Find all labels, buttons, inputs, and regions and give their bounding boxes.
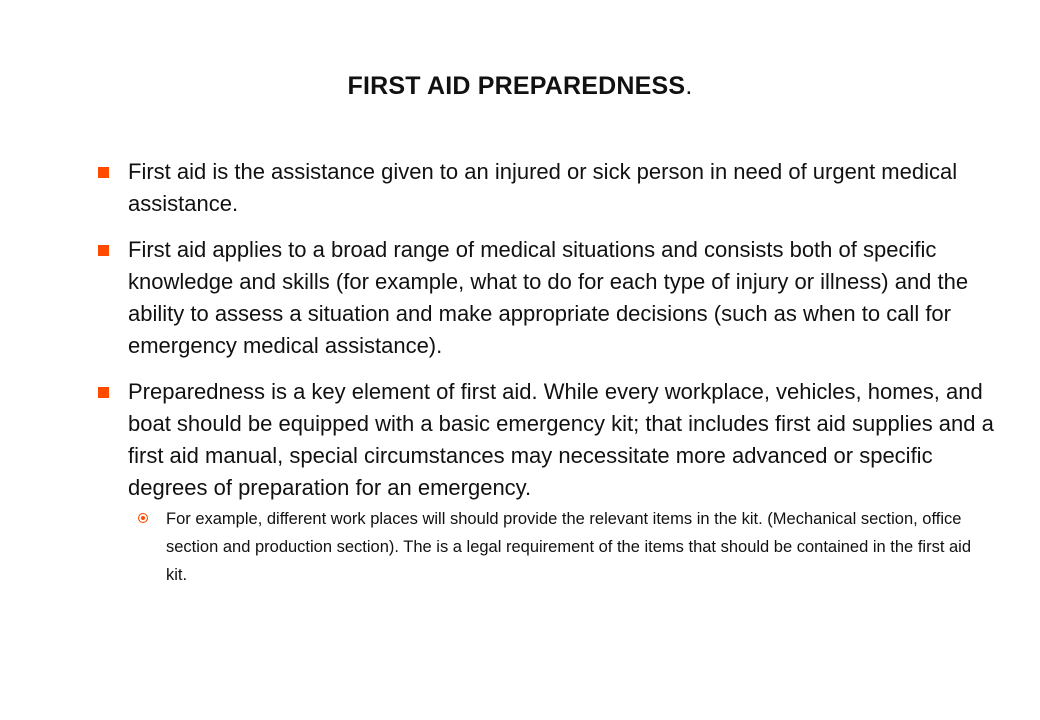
bullet-list bbox=[96, 156, 996, 603]
sub-bullet-list bbox=[128, 505, 996, 589]
sub-bullet-text: For example, different work places will should provide the relevant items in the kit. (Mechanical section, office section and production section). The is a legal requirement of the items that should be contained in the first aid kit. bbox=[166, 510, 972, 584]
slide-title-text: FIRST AID PREPAREDNESS bbox=[347, 72, 686, 100]
sub-bullet-item bbox=[128, 505, 996, 589]
circle-bullet-icon bbox=[138, 513, 148, 523]
slide-title-period: . bbox=[685, 72, 693, 100]
square-bullet-icon bbox=[98, 167, 109, 178]
bullet-text: First aid applies to a broad range of medical situations and consists both of specific knowledge and skills (for example, what to do for each type of injury or illness) and the ability to assess a situation and make appropriate decisions (such as when to call for emergency medical assistance). bbox=[128, 237, 969, 358]
square-bullet-icon bbox=[98, 387, 109, 398]
bullet-item bbox=[96, 376, 996, 589]
bullet-item bbox=[96, 156, 996, 220]
bullet-text: Preparedness is a key element of first aid. While every workplace, vehicles, homes, and boat should be equipped with a basic emergency kit; that includes first aid supplies and a first aid manual, special circumstances may necessitate more advanced or specific degrees of preparation for an emergency. bbox=[128, 379, 994, 500]
bullet-text: First aid is the assistance given to an injured or sick person in need of urgent medical assistance. bbox=[128, 159, 958, 216]
bullet-item bbox=[96, 234, 996, 362]
square-bullet-icon bbox=[98, 245, 109, 256]
slide-title bbox=[0, 72, 1040, 101]
